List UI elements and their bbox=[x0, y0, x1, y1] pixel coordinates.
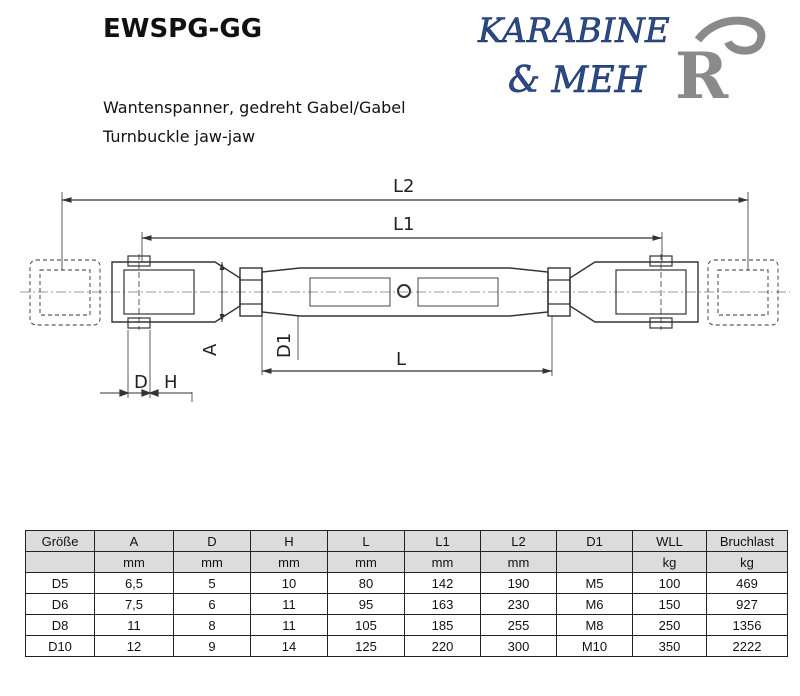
table-cell: D8 bbox=[26, 615, 95, 636]
table-cell: 255 bbox=[481, 615, 557, 636]
table-unit-cell: mm bbox=[95, 552, 174, 573]
table-unit-cell bbox=[557, 552, 633, 573]
turnbuckle-drawing bbox=[0, 170, 800, 410]
table-cell: 80 bbox=[328, 573, 405, 594]
table-cell: 6 bbox=[174, 594, 251, 615]
table-header-row bbox=[26, 531, 788, 552]
table-cell: 5 bbox=[174, 573, 251, 594]
table-header-cell: D1 bbox=[557, 531, 633, 552]
table-cell: 100 bbox=[633, 573, 707, 594]
logo-line1: KARABINE bbox=[478, 11, 670, 51]
table-header-cell: H bbox=[251, 531, 328, 552]
dim-label-D1: D1 bbox=[274, 332, 295, 358]
table-cell: 163 bbox=[405, 594, 481, 615]
table-header-cell: Größe bbox=[26, 531, 95, 552]
table-cell: 350 bbox=[633, 636, 707, 657]
table-header-cell: A bbox=[95, 531, 174, 552]
table-cell: 1356 bbox=[707, 615, 788, 636]
table-header-cell: L1 bbox=[405, 531, 481, 552]
table-header-cell: D bbox=[174, 531, 251, 552]
dim-label-D: D bbox=[134, 372, 148, 393]
table-cell: 9 bbox=[174, 636, 251, 657]
dim-label-L: L bbox=[396, 349, 407, 370]
table-cell: 6,5 bbox=[95, 573, 174, 594]
logo-line2: & MEH bbox=[508, 60, 647, 101]
table-row bbox=[26, 594, 788, 615]
table-unit-cell: mm bbox=[328, 552, 405, 573]
table-cell: M8 bbox=[557, 615, 633, 636]
table-cell: 11 bbox=[95, 615, 174, 636]
table-unit-cell: mm bbox=[481, 552, 557, 573]
table-cell: 11 bbox=[251, 594, 328, 615]
table-row bbox=[26, 615, 788, 636]
table-cell: M10 bbox=[557, 636, 633, 657]
table-cell: 190 bbox=[481, 573, 557, 594]
table-header-cell: WLL bbox=[633, 531, 707, 552]
table-cell: 250 bbox=[633, 615, 707, 636]
table-cell: 469 bbox=[707, 573, 788, 594]
table-cell: 185 bbox=[405, 615, 481, 636]
table-cell: D5 bbox=[26, 573, 95, 594]
table-unit-cell: mm bbox=[251, 552, 328, 573]
brand-logo bbox=[470, 0, 770, 105]
table-cell: D10 bbox=[26, 636, 95, 657]
table-cell: 230 bbox=[481, 594, 557, 615]
dim-label-A: A bbox=[200, 343, 221, 356]
table-header-cell: L2 bbox=[481, 531, 557, 552]
table-cell: 14 bbox=[251, 636, 328, 657]
table-cell: 150 bbox=[633, 594, 707, 615]
table-unit-cell: mm bbox=[174, 552, 251, 573]
table-cell: M6 bbox=[557, 594, 633, 615]
page-title: EWSPG-GG bbox=[103, 14, 263, 44]
table-row bbox=[26, 573, 788, 594]
table-cell: 11 bbox=[251, 615, 328, 636]
table-units-row bbox=[26, 552, 788, 573]
dim-label-L1: L1 bbox=[393, 214, 415, 235]
table-cell: 12 bbox=[95, 636, 174, 657]
logo-mark: R bbox=[675, 39, 729, 105]
table-unit-cell: mm bbox=[405, 552, 481, 573]
spec-table bbox=[25, 530, 788, 657]
table-unit-cell: kg bbox=[707, 552, 788, 573]
table-header-cell: Bruchlast bbox=[707, 531, 788, 552]
subtitle-english: Turnbuckle jaw-jaw bbox=[103, 127, 256, 146]
table-unit-cell bbox=[26, 552, 95, 573]
dim-label-H: H bbox=[164, 372, 178, 393]
table-cell: 95 bbox=[328, 594, 405, 615]
table-cell: 10 bbox=[251, 573, 328, 594]
table-cell: 125 bbox=[328, 636, 405, 657]
table-cell: 105 bbox=[328, 615, 405, 636]
table-cell: D6 bbox=[26, 594, 95, 615]
table-cell: 220 bbox=[405, 636, 481, 657]
table-cell: 300 bbox=[481, 636, 557, 657]
subtitle-german: Wantenspanner, gedreht Gabel/Gabel bbox=[103, 98, 406, 117]
table-cell: 7,5 bbox=[95, 594, 174, 615]
table-cell: M5 bbox=[557, 573, 633, 594]
table-cell: 927 bbox=[707, 594, 788, 615]
table-unit-cell: kg bbox=[633, 552, 707, 573]
table-cell: 8 bbox=[174, 615, 251, 636]
dim-label-L2: L2 bbox=[393, 176, 415, 197]
table-cell: 142 bbox=[405, 573, 481, 594]
table-cell: 2222 bbox=[707, 636, 788, 657]
table-header-cell: L bbox=[328, 531, 405, 552]
table-row bbox=[26, 636, 788, 657]
